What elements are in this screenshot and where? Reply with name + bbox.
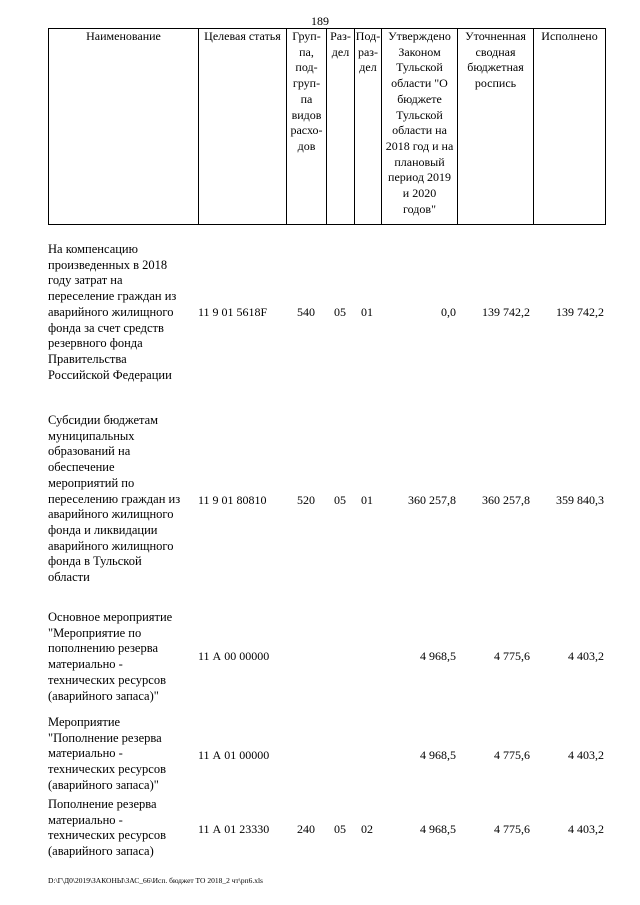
text-line: Тульской — [396, 60, 443, 75]
text-line: плановый — [394, 154, 445, 169]
row-section: 05 — [334, 305, 346, 319]
row-executed: 4 403,2 — [568, 649, 604, 663]
text-line: Мероприятие — [48, 715, 121, 729]
header-approved — [382, 29, 458, 225]
text-line: году затрат на — [48, 273, 123, 288]
text-line: период 2019 — [388, 170, 451, 185]
text-line: фонда за счет средств — [48, 320, 164, 335]
text-line: видов — [291, 107, 322, 122]
text-line: (аварийного запаса)" — [48, 688, 159, 703]
row-specified: 4 775,6 — [494, 822, 530, 836]
text-line: технических ресурсов — [48, 762, 166, 777]
row-subsection: 01 — [361, 493, 373, 507]
row-subsection: 02 — [361, 822, 373, 836]
text-line: годов" — [403, 201, 436, 216]
text-line: На компенсацию — [48, 242, 138, 256]
text-line: Под- — [355, 29, 381, 43]
text-line: (аварийного запаса)" — [48, 777, 159, 792]
table-header — [48, 28, 606, 225]
row-specified: 139 742,2 — [482, 305, 530, 319]
text-line: области "О — [391, 76, 448, 91]
header-group — [287, 29, 327, 225]
text-line: бюджете — [397, 91, 442, 106]
row-code: 11 9 01 80810 — [198, 493, 267, 507]
text-line: Основное мероприятие — [48, 610, 173, 624]
row-code: 11 А 00 00000 — [198, 649, 270, 663]
text-line: 2018 год и на — [385, 138, 454, 153]
row-name — [48, 242, 198, 383]
text-line: произведенных в 2018 — [48, 257, 168, 272]
header-target-article: Целевая статья — [199, 29, 287, 225]
text-line: Субсидии бюджетам — [48, 413, 159, 427]
row-specified: 4 775,6 — [494, 748, 530, 762]
text-line: мероприятий по — [48, 475, 135, 490]
row-section: 05 — [334, 493, 346, 507]
text-line: па, — [299, 44, 314, 59]
text-line: дов — [297, 138, 316, 153]
text-line: бюджетная — [467, 60, 524, 75]
table-row — [48, 715, 618, 792]
table-row — [48, 413, 618, 585]
header-subsection — [355, 29, 382, 225]
text-line: аварийного жилищного — [48, 538, 174, 553]
text-line: и 2020 — [402, 186, 437, 201]
table-row — [48, 797, 618, 859]
row-executed: 359 840,3 — [556, 493, 604, 507]
table-row — [48, 242, 618, 382]
text-line: пополнению резерва — [48, 641, 159, 656]
text-line: расхо- — [290, 123, 323, 138]
row-group: 240 — [297, 822, 315, 836]
row-code: 11 9 01 5618F — [198, 305, 268, 319]
header-name: Наименование — [49, 29, 199, 225]
text-line: аварийного жилищного — [48, 304, 174, 319]
text-line: области на — [392, 123, 447, 138]
text-line: образований на — [48, 444, 131, 459]
text-line: переселению граждан из — [48, 491, 181, 506]
text-line: муниципальных — [48, 428, 135, 443]
text-line: Раз- — [330, 29, 351, 43]
text-line: па — [300, 91, 313, 106]
row-executed: 139 742,2 — [556, 305, 604, 319]
row-group: 540 — [297, 305, 315, 319]
text-line: аварийного жилищного — [48, 507, 174, 522]
row-approved: 4 968,5 — [420, 822, 456, 836]
text-line: Уточненная — [465, 29, 526, 43]
table-row — [48, 610, 618, 703]
text-line: Тульской — [396, 107, 443, 122]
row-code: 11 А 01 23330 — [198, 822, 270, 836]
row-specified: 360 257,8 — [482, 493, 530, 507]
text-line: переселение граждан из — [48, 289, 177, 304]
row-name — [48, 610, 198, 704]
row-name — [48, 715, 198, 794]
text-line: "Пополнение резерва — [48, 730, 162, 745]
text-line: обеспечение — [48, 460, 115, 475]
text-line: Российской Федерации — [48, 367, 172, 382]
text-line: фонда и ликвидации — [48, 522, 158, 537]
text-line: под- — [295, 60, 318, 75]
text-line: резервного фонда — [48, 336, 143, 351]
text-line: Утверждено — [388, 29, 451, 43]
row-name — [48, 413, 198, 586]
text-line: технических ресурсов — [48, 672, 166, 687]
text-line: "Мероприятие по — [48, 625, 142, 640]
text-line: дел — [359, 60, 377, 75]
text-line: материально - — [48, 746, 123, 761]
row-approved: 4 968,5 — [420, 649, 456, 663]
text-line: раз- — [357, 44, 379, 59]
text-line: Пополнение резерва — [48, 797, 157, 811]
row-executed: 4 403,2 — [568, 822, 604, 836]
text-line: Груп- — [292, 29, 321, 43]
row-code: 11 А 01 00000 — [198, 748, 270, 762]
row-approved: 360 257,8 — [408, 493, 456, 507]
text-line: технических ресурсов — [48, 828, 166, 843]
row-executed: 4 403,2 — [568, 748, 604, 762]
text-line: материально - — [48, 657, 123, 672]
file-path-footer: D:\Г\Д0\2019\ЗАКОНЫ\ЗАС_66\Исп. бюджет ТО 2018_2 чт\рп6.xls — [48, 876, 263, 885]
row-subsection: 01 — [361, 305, 373, 319]
text-line: сводная — [475, 44, 516, 59]
text-line: Законом — [398, 44, 441, 59]
text-line: фонда в Тульской — [48, 554, 142, 569]
text-line: роспись — [474, 76, 517, 91]
row-section: 05 — [334, 822, 346, 836]
row-approved: 0,0 — [441, 305, 456, 319]
row-approved: 4 968,5 — [420, 748, 456, 762]
text-line: Правительства — [48, 351, 127, 366]
header-specified — [458, 29, 534, 225]
page-number: 189 — [311, 14, 329, 28]
text-line: материально - — [48, 812, 123, 827]
row-specified: 4 775,6 — [494, 649, 530, 663]
text-line: области — [48, 570, 90, 585]
row-group: 520 — [297, 493, 315, 507]
header-section — [327, 29, 355, 225]
header-executed: Исполнено — [534, 29, 606, 225]
row-name — [48, 797, 198, 860]
text-line: груп- — [292, 76, 321, 91]
text-line: дел — [331, 44, 350, 59]
text-line: (аварийного запаса) — [48, 844, 154, 859]
